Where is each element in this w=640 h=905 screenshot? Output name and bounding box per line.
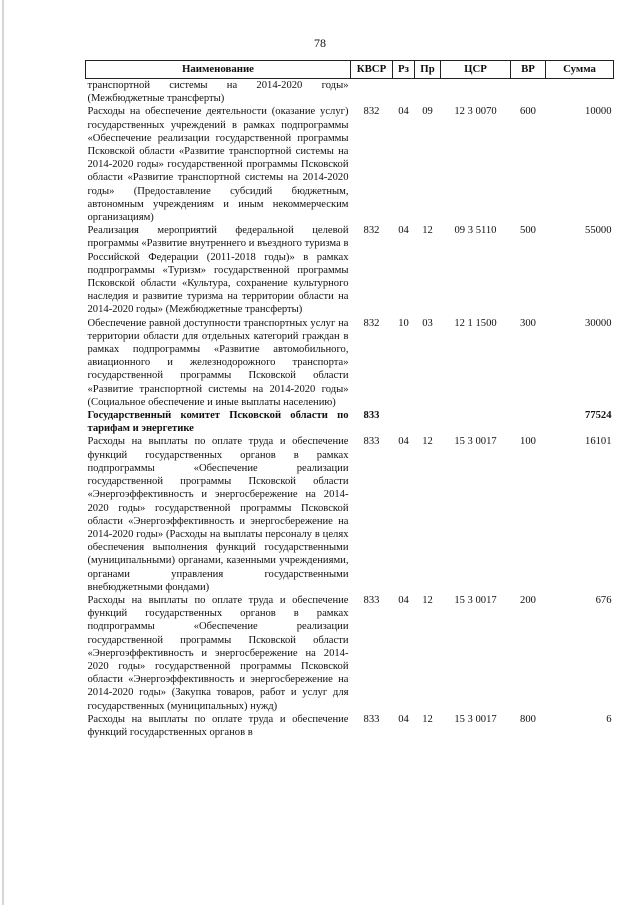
cell-name: Реализация мероприятий федеральной целевой программы «Развитие внутреннего и въездного туризма в Российской Федерации (2011-2018 годы)» в рамках подпрограммы «Туризм» государственной программы Псковской области «Культура, сохранение культурного наследия и развитие туризма на территории области на 2014-2020 годы» (Межбюджетные трансферты) bbox=[87, 225, 349, 316]
header-csr: ЦСР bbox=[441, 61, 511, 79]
table-row bbox=[86, 105, 614, 224]
cell-name: Обеспечение равной доступности транспортных услуг на территории области для отдельных категорий граждан в рамках подпрограммы «Развитие автомобильного, авиационного и железнодорожного транспорта» государственной программы Псковской области «Развитие транспортной системы на 2014-2020 годы» (Социальное обеспечение и иные выплаты населению) bbox=[87, 317, 349, 408]
cell-name: Расходы на обеспечение деятельности (оказание услуг) государственных учреждений в рамках подпрограммы «Обеспечение реализации государственной программы Псковской области «Развитие транспортной системы на 2014-2020 годы» государственной программы Псковской области «Развитие транспортной системы на 2014-2020 годы» (Предоставление субсидий бюджетным, автономным учреждениям и иным некоммерческим организациям) bbox=[87, 106, 349, 224]
table-row bbox=[86, 409, 614, 435]
cell-name: транспортной системы на 2014-2020 годы» (Межбюджетные трансферты) bbox=[87, 80, 349, 105]
cell-sum: 10000 bbox=[585, 106, 612, 118]
cell-name: Государственный комитет Псковской области по тарифам и энергетике bbox=[87, 410, 349, 435]
cell-sum: 77524 bbox=[585, 410, 612, 422]
cell-sum: 30000 bbox=[585, 317, 612, 329]
cell-pr bbox=[415, 409, 441, 435]
page-number: 78 bbox=[314, 36, 326, 50]
cell-csr bbox=[441, 409, 511, 435]
cell-rz: 04 bbox=[398, 713, 409, 725]
cell-rz: 04 bbox=[398, 594, 409, 606]
cell-rz: 04 bbox=[398, 436, 409, 448]
cell-pr: 12 bbox=[422, 594, 433, 606]
cell-name: Расходы на выплаты по оплате труда и обеспечение функций государственных органов в bbox=[87, 713, 349, 738]
cell-name: Расходы на выплаты по оплате труда и обеспечение функций государственных органов в рамках подпрограммы «Обеспечение реализации государственной программы Псковской области «Энергоэффективность и энергосбережение на 2014-2020 годы» государственной программы Псковской области «Энергоэффективность и энергосбережение на 2014-2020 годы» (Расходы на выплаты персоналу в целях обеспечения выполнения функций государственными (муниципальными) органами, казенными учреждениями, органами управления государственными внебюджетными фондами) bbox=[87, 436, 349, 593]
cell-csr: 15 3 0017 bbox=[454, 436, 497, 448]
cell-kvsr: 833 bbox=[363, 410, 380, 422]
cell-csr: 15 3 0017 bbox=[454, 594, 497, 606]
header-sum: Сумма bbox=[546, 61, 614, 79]
cell-sum bbox=[546, 79, 614, 106]
cell-pr: 12 bbox=[422, 436, 433, 448]
cell-rz: 10 bbox=[398, 317, 409, 329]
cell-kvsr: 832 bbox=[363, 225, 380, 237]
cell-rz: 04 bbox=[398, 225, 409, 237]
cell-sum: 6 bbox=[606, 713, 612, 725]
cell-pr: 09 bbox=[422, 106, 433, 118]
cell-vr bbox=[511, 409, 546, 435]
table-row bbox=[86, 317, 614, 409]
cell-csr: 12 1 1500 bbox=[454, 317, 497, 329]
header-name: Наименование bbox=[86, 61, 351, 79]
cell-kvsr: 833 bbox=[363, 594, 380, 606]
cell-kvsr: 833 bbox=[363, 436, 380, 448]
cell-vr: 300 bbox=[520, 317, 536, 329]
table-row bbox=[86, 224, 614, 316]
cell-vr: 800 bbox=[520, 713, 536, 725]
cell-rz: 04 bbox=[398, 106, 409, 118]
cell-vr: 500 bbox=[520, 225, 536, 237]
budget-table bbox=[85, 60, 614, 739]
cell-pr bbox=[415, 79, 441, 106]
cell-vr: 600 bbox=[520, 106, 536, 118]
table-row bbox=[86, 79, 614, 106]
cell-vr bbox=[511, 79, 546, 106]
cell-csr: 09 3 5110 bbox=[454, 225, 497, 237]
cell-name: Расходы на выплаты по оплате труда и обеспечение функций государственных органов в рамках подпрограммы «Обеспечение реализации государственной программы Псковской области «Энергоэффективность и энергосбережение на 2014-2020 годы» государственной программы Псковской области «Энергоэффективность и энергосбережение на 2014-2020 годы» (Закупка товаров, работ и услуг для государственных (муниципальных) нужд) bbox=[87, 594, 349, 712]
cell-vr: 200 bbox=[520, 594, 536, 606]
cell-sum: 55000 bbox=[585, 225, 612, 237]
cell-csr bbox=[441, 79, 511, 106]
header-rz: Рз bbox=[393, 61, 415, 79]
cell-csr: 12 3 0070 bbox=[454, 106, 497, 118]
cell-pr: 12 bbox=[422, 713, 433, 725]
table-row bbox=[86, 713, 614, 739]
cell-sum: 16101 bbox=[585, 436, 612, 448]
cell-kvsr: 832 bbox=[363, 106, 380, 118]
cell-kvsr: 832 bbox=[363, 317, 380, 329]
table-row bbox=[86, 435, 614, 593]
header-pr: Пр bbox=[415, 61, 441, 79]
cell-csr: 15 3 0017 bbox=[454, 713, 497, 725]
header-kvsr: КВСР bbox=[351, 61, 393, 79]
scan-edge bbox=[2, 0, 4, 905]
cell-rz bbox=[393, 79, 415, 106]
table-row bbox=[86, 594, 614, 713]
cell-vr: 100 bbox=[520, 436, 536, 448]
header-vr: ВР bbox=[511, 61, 546, 79]
cell-kvsr: 833 bbox=[363, 713, 380, 725]
cell-sum: 676 bbox=[595, 594, 612, 606]
cell-pr: 12 bbox=[422, 225, 433, 237]
cell-rz bbox=[393, 409, 415, 435]
table-header bbox=[86, 61, 614, 79]
cell-pr: 03 bbox=[422, 317, 433, 329]
cell-kvsr bbox=[351, 79, 393, 106]
table-body bbox=[86, 79, 614, 740]
